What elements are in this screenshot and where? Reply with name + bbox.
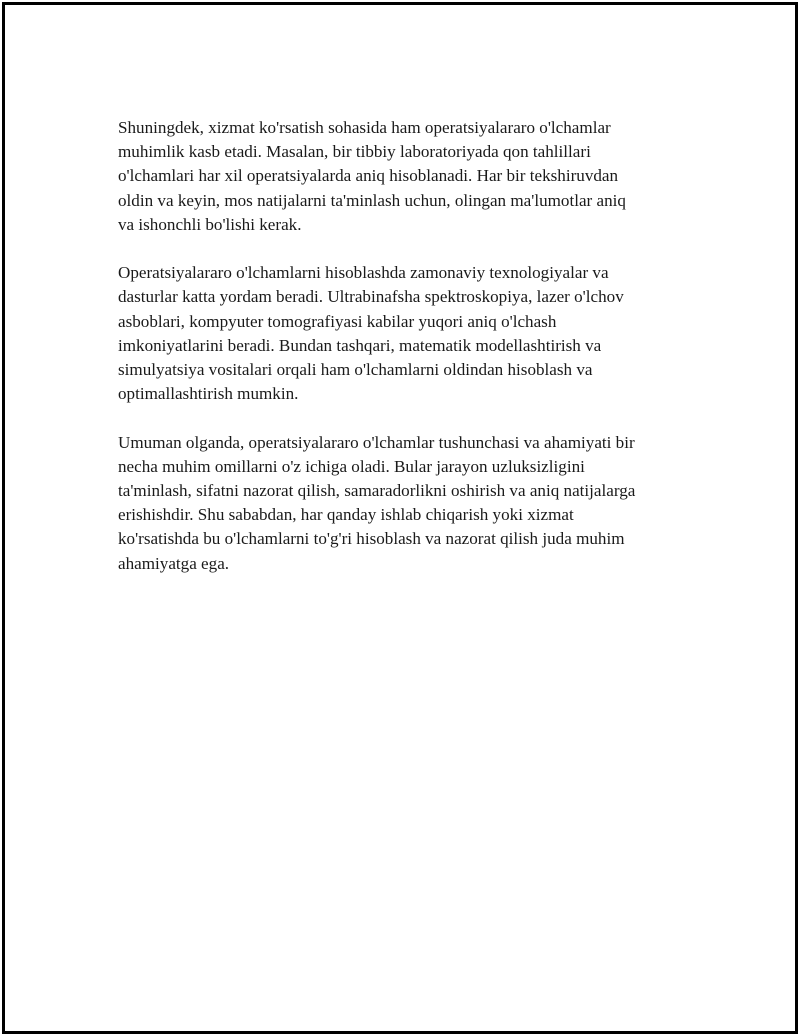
text-line: Operatsiyalararo o'lchamlarni hisoblashda zamonaviy texnologiyalar va — [118, 263, 609, 283]
paragraph-2 — [118, 261, 698, 406]
document-body — [118, 116, 698, 600]
text-line: Umuman olganda, operatsiyalararo o'lchamlar tushunchasi va ahamiyati bir — [118, 432, 635, 452]
text-line: erishishdir. Shu sababdan, har qanday ishlab chiqarish yoki xizmat — [118, 505, 574, 525]
text-line: Shuningdek, xizmat ko'rsatish sohasida ham operatsiyalararo o'lchamlar — [118, 118, 611, 137]
paragraph-1 — [118, 116, 698, 237]
text-line: oldin va keyin, mos natijalarni ta'minlash uchun, olingan ma'lumotlar aniq — [118, 190, 626, 210]
text-line: optimallashtirish mumkin. — [118, 384, 299, 404]
text-line: simulyatsiya vositalari orqali ham o'lchamlarni oldindan hisoblash va — [118, 360, 593, 380]
text-line: muhimlik kasb etadi. Masalan, bir tibbiy laboratoriyada qon tahlillari — [118, 142, 591, 162]
text-line: asboblari, kompyuter tomografiyasi kabilar yuqori aniq o'lchash — [118, 311, 557, 331]
text-line: ta'minlash, sifatni nazorat qilish, samaradorlikni oshirish va aniq natijalarga — [118, 481, 636, 501]
text-line: imkoniyatlarini beradi. Bundan tashqari, matematik modellashtirish va — [118, 335, 602, 355]
text-line: necha muhim omillarni o'z ichiga oladi. Bular jarayon uzluksizligini — [118, 456, 585, 476]
text-line: dasturlar katta yordam beradi. Ultrabinafsha spektroskopiya, lazer o'lchov — [118, 287, 624, 307]
text-line: ko'rsatishda bu o'lchamlarni to'g'ri hisoblash va nazorat qilish juda muhim — [118, 529, 625, 549]
text-line: o'lchamlari har xil operatsiyalarda aniq hisoblanadi. Har bir tekshiruvdan — [118, 166, 619, 186]
paragraph-3 — [118, 431, 698, 576]
text-line: va ishonchli bo'lishi kerak. — [118, 214, 302, 234]
text-line: ahamiyatga ega. — [118, 553, 230, 573]
